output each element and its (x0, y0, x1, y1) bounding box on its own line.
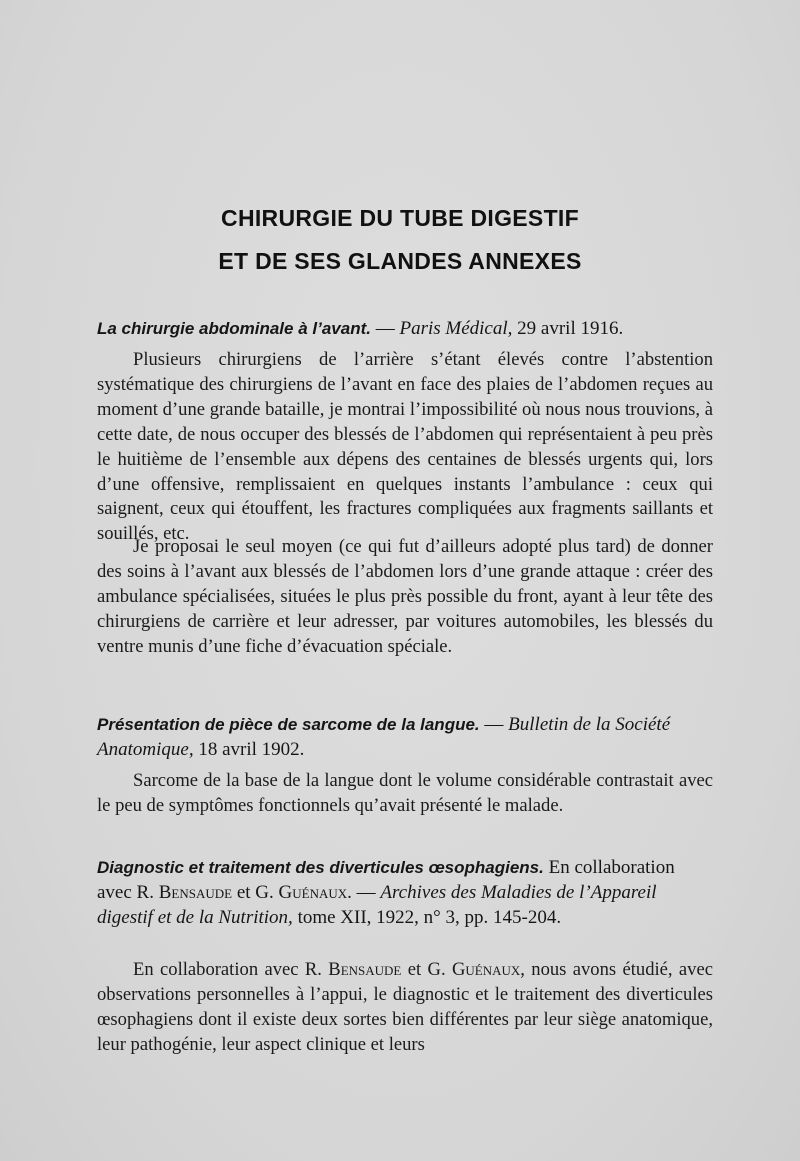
entry-2-date: 18 avril 1902. (193, 739, 305, 760)
entry-1-date: 29 avril 1916. (512, 318, 624, 339)
entry-1-paragraph-2-text: Je proposai le seul moyen (ce qui fut d’ailleurs adopté plus tard) de donner des soins à l’avant aux blessés de l’abdomen lors d’une grande attaque : créer des ambulance spécialisées, situées le plus près possible du front, ayant à leur tête des chirurgiens de carrière et leur adresser, par voitures automobiles, les blessés du ventre munis d’une fiche d’évacuation spéciale. (97, 536, 713, 657)
entry-2-heading (97, 712, 713, 762)
entry-3-heading (97, 855, 713, 930)
entry-3-source: Archives des Maladies de l’Appareil digestif et de la Nutrition, (97, 882, 657, 928)
entry-2-paragraph-1 (97, 769, 713, 819)
entry-1-title: La chirurgie abdominale à l’avant. (97, 319, 371, 338)
chapter-title-line-1: CHIRURGIE DU TUBE DIGESTIF (221, 205, 579, 231)
entry-3-collab-suffix: . (347, 882, 352, 903)
entry-3-author-1: Bensaude (158, 882, 233, 903)
entry-1-heading (97, 316, 727, 341)
chapter-title-line-2: ET DE SES GLANDES ANNEXES (218, 248, 582, 274)
entry-2-paragraph-1-text: Sarcome de la base de la langue dont le volume considérable contrastait avec le peu de symptômes fonctionnels qu’avait présenté le malade. (97, 770, 713, 816)
entry-2-source: Bulletin de la Société Anatomique, (97, 714, 671, 760)
entry-3-author-2: Guénaux (278, 882, 348, 903)
entry-3-paragraph-author-2: Guénaux (451, 959, 521, 980)
entry-3-paragraph-prefix: En collaboration avec R. (133, 959, 329, 980)
entry-1-paragraph-2 (97, 535, 713, 660)
entry-3-collab-prefix: En collaboration avec R. (97, 857, 675, 903)
entry-1-paragraph-1-text: Plusieurs chirurgiens de l’arrière s’étant élevés contre l’abstention systématique des chirurgiens de l’avant en face des plaies de l’abdomen reçues au moment d’une grande bataille, je montrai l’impossibilité où nous nous trouvions, à cette date, de nous occuper des blessés de l’abdomen qui représentaient à peu près le huitième de l’ensemble aux dépens des centaines de blessés urgents qui, lors d’une offensive, remplissaient en quelques instants l’ambulance : ceux qui saignent, ceux qui étouffent, les fractures compliquées aux fragments saillants et souillés, etc. (97, 349, 713, 545)
entry-2-title: Présentation de pièce de sarcome de la langue. (97, 715, 480, 734)
entry-3-paragraph-rest: , nous avons étudié, avec observations personnelles à l’appui, le diagnostic et le traitement des diverticules œsophagiens dont il existe deux sortes bien différentes par leur siège anatomique, leur pathogénie, leur aspect clinique et leurs (97, 959, 713, 1055)
entry-1-paragraph-1 (97, 348, 713, 547)
entry-3-title: Diagnostic et traitement des diverticules œsophagiens. (97, 858, 544, 877)
entry-3-collab-mid: et G. (232, 882, 279, 903)
entry-1-dash: — (370, 318, 400, 339)
entry-3-dash: — (351, 882, 381, 903)
entry-2-dash: — (479, 714, 509, 735)
entry-3-paragraph-1 (97, 958, 713, 1058)
entry-3-paragraph-author-1: Bensaude (328, 959, 402, 980)
entry-1-source: Paris Médical, (399, 318, 513, 339)
entry-3-paragraph-mid: et G. (401, 959, 452, 980)
entry-3-date: tome XII, 1922, n° 3, pp. 145-204. (292, 907, 562, 928)
